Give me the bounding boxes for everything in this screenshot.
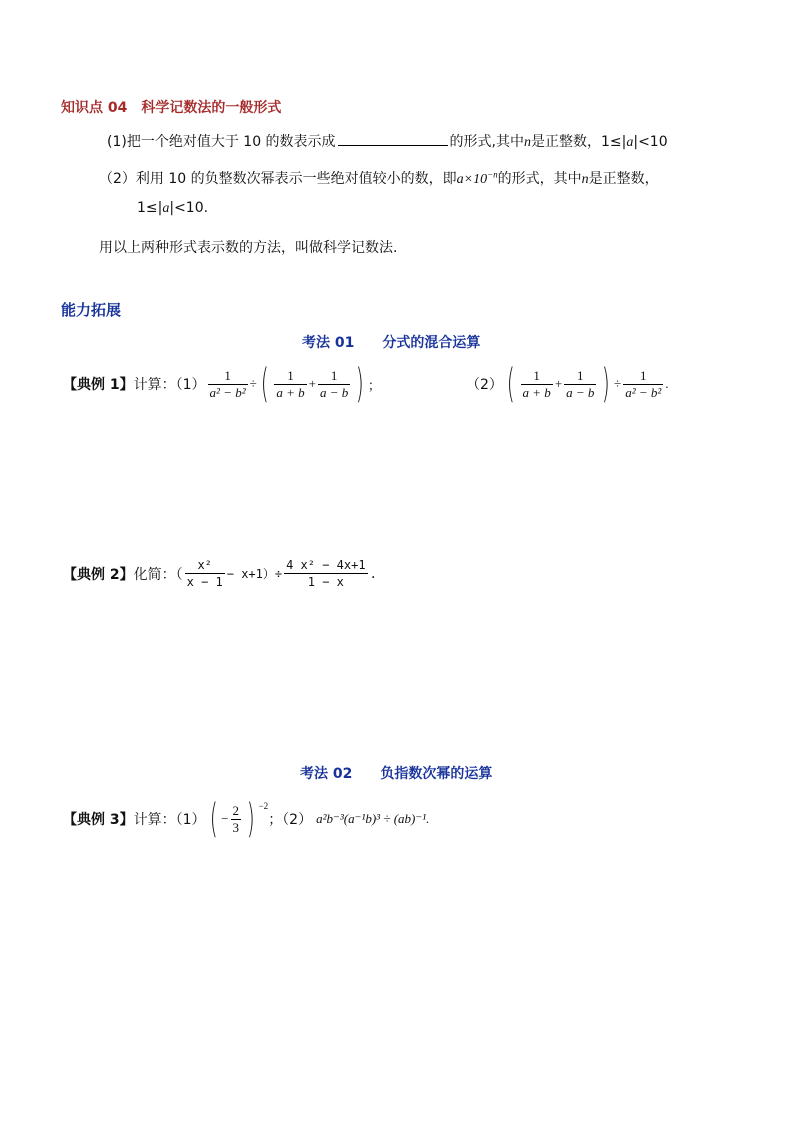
example-2-label: 【典例 2】 <box>63 566 134 583</box>
knowledge-summary: 用以上两种形式表示数的方法，叫做科学记数法. <box>99 240 398 256</box>
fraction: $\frac{1}{a - b}$ <box>320 367 349 400</box>
knowledge-item-1 <box>107 131 668 151</box>
section-title: 能力拓展 <box>61 301 122 319</box>
example-3-task: 计算：（1） <box>133 812 206 828</box>
fill-blank <box>338 132 448 146</box>
item1-text-a: (1)把一个绝对值大于 10 的数表示成 <box>107 134 336 150</box>
example-3-part-2-label: ；（2） <box>268 812 313 828</box>
example-3-label: 【典例 3】 <box>63 812 134 828</box>
example-2-expr: $\frac{\text{x²}}{x - 1}$ − x+1）÷ $\frac{\text{4 x² − 4x+1}}{1 - x}$ . <box>186 558 377 589</box>
sci-notation-expr: a×10 <box>456 172 488 187</box>
example-1-part-2-label: （2） <box>466 377 503 393</box>
item2-text-a: （2）利用 10 的负整数次幂表示一些绝对值较小的数，即 <box>99 171 457 187</box>
left-paren: ( <box>506 361 515 407</box>
left-paren: ( <box>209 796 218 842</box>
fraction: $\frac{\text{4 x² − 4x+1}}{1 - x}$ <box>286 558 366 589</box>
item2-text-b: 的形式，其中 <box>497 171 582 187</box>
knowledge-title: 知识点 04 科学记数法的一般形式 <box>61 100 282 116</box>
item1-text-b: 的形式,其中 <box>449 134 524 150</box>
fraction: $\frac{1}{a + b}$ <box>522 367 551 400</box>
fraction: $\frac{\text{x²}}{x - 1}$ <box>186 558 223 589</box>
left-paren: ( <box>260 361 269 407</box>
fraction: $\frac{2}{3}$ <box>232 802 239 835</box>
item2-cont-b: |<10. <box>169 200 209 216</box>
fraction: $\frac{1}{\text{a² − b²}}$ <box>209 367 246 400</box>
example-2-task: 化简：（ <box>133 566 183 583</box>
knowledge-item-2 <box>99 168 659 188</box>
right-paren: ) <box>356 361 364 407</box>
fraction: $\frac{1}{\text{a² − b²}}$ <box>625 367 662 400</box>
knowledge-item-2-cont <box>137 200 208 217</box>
right-paren: ) <box>602 361 611 407</box>
kaofa1-title: 考法 01 分式的混合运算 <box>302 335 481 351</box>
item1-text-c: 是正整数，1≤| <box>531 134 627 150</box>
var-n: n <box>524 135 531 150</box>
example-2 <box>63 557 377 590</box>
var-n: n <box>581 172 589 187</box>
example-1-part-2 <box>466 361 669 407</box>
item2-cont-a: 1≤| <box>137 200 163 216</box>
var-a: a <box>162 201 170 216</box>
example-3-expr-2: a²b⁻³(a⁻¹b)³ ÷ (ab)⁻¹. <box>316 811 430 826</box>
item1-text-d: |<10 <box>633 134 668 150</box>
fraction: $\frac{1}{a - b}$ <box>566 367 595 400</box>
fraction: $\frac{1}{a + b}$ <box>276 367 305 400</box>
example-1-task: 计算：（1） <box>133 377 206 393</box>
sci-notation-exponent: −n <box>487 169 498 180</box>
example-1-expr-2: ( $\frac{1}{a + b}$ + $\frac{1}{a - b}$ ) ÷ $\frac{1}{\text{a² − b²}}$ . <box>506 361 669 407</box>
example-3 <box>63 796 430 842</box>
right-paren: ) <box>246 796 255 842</box>
example-1-label: 【典例 1】 <box>63 377 134 393</box>
example-1 <box>63 361 381 407</box>
item2-text-c: 是正整数， <box>588 171 659 187</box>
example-1-expr-1: $\frac{1}{\text{a² − b²}}$ ÷ ( $\frac{1}{a + b}$ + $\frac{1}{a - b}$ ) ； <box>209 361 381 407</box>
example-3-expr-1: ( − $\frac{2}{3}$ ) $^{-2}$ <box>209 796 269 842</box>
kaofa2-title: 考法 02 负指数次幂的运算 <box>300 766 493 782</box>
var-a: a <box>626 135 634 150</box>
